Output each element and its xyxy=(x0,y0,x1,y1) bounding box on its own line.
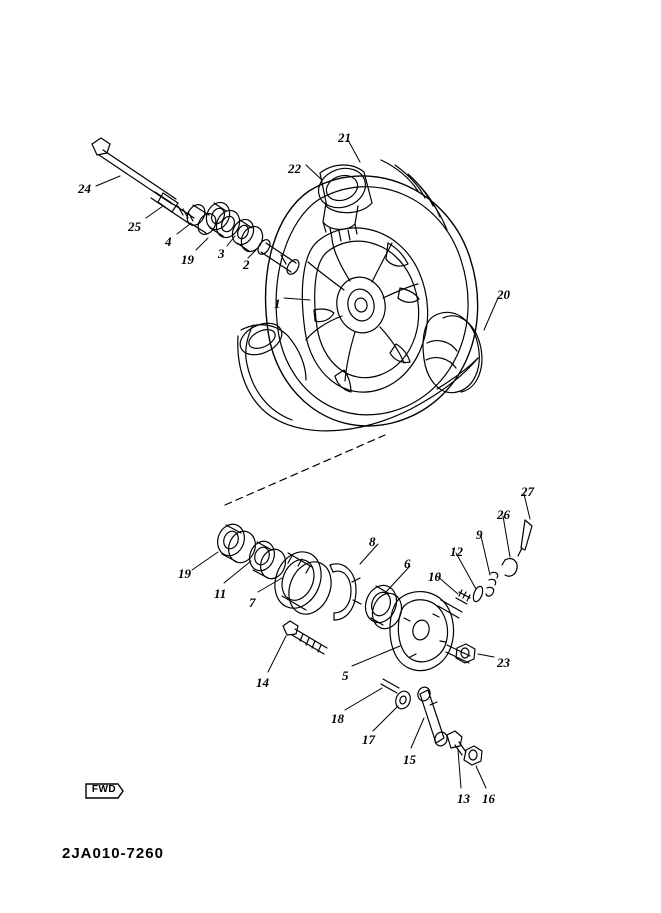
callout-7: 7 xyxy=(249,595,256,610)
callout-12: 12 xyxy=(450,544,463,559)
callout-14: 14 xyxy=(256,675,269,690)
projection-line xyxy=(225,435,385,505)
callout-15: 15 xyxy=(403,752,416,767)
part-number-code: 2JA010-7260 xyxy=(62,845,164,862)
callout-9: 9 xyxy=(476,527,483,542)
axle-24 xyxy=(92,138,178,212)
callout-16: 16 xyxy=(482,791,495,806)
callout-6: 6 xyxy=(404,556,411,571)
callout-17: 17 xyxy=(362,732,375,747)
pin-27 xyxy=(518,520,532,556)
bearing-19-lower xyxy=(213,521,259,567)
spring-9 xyxy=(486,572,498,596)
callout-22: 22 xyxy=(288,161,301,176)
tube-part-20 xyxy=(423,312,482,392)
callout-4: 4 xyxy=(165,234,172,249)
bolt-13 xyxy=(447,731,466,755)
oil-seal-6 xyxy=(360,581,406,633)
callout-5: 5 xyxy=(342,668,349,683)
callout-20: 20 xyxy=(497,287,510,302)
callout-10: 10 xyxy=(428,569,441,584)
brake-drum-cover xyxy=(313,162,372,241)
callout-19a: 19 xyxy=(181,252,194,267)
callout-11: 11 xyxy=(214,586,227,601)
callout-26: 26 xyxy=(497,507,510,522)
callout-18: 18 xyxy=(331,711,344,726)
brake-drum-7 xyxy=(267,545,339,621)
callout-2: 2 xyxy=(243,257,250,272)
clip-26 xyxy=(502,559,517,577)
cam-spring-10 xyxy=(456,590,470,604)
callout-25: 25 xyxy=(128,219,141,234)
nut-16 xyxy=(464,746,482,765)
callout-8: 8 xyxy=(369,534,376,549)
spacer-4 xyxy=(184,201,220,237)
leader-lines xyxy=(96,140,530,788)
callout-13: 13 xyxy=(457,791,470,806)
callout-21: 21 xyxy=(338,130,351,145)
fwd-label: FWD xyxy=(91,784,117,795)
brake-shoe-8 xyxy=(330,564,361,620)
callout-27: 27 xyxy=(521,484,534,499)
callout-19b: 19 xyxy=(178,566,191,581)
washer-18 xyxy=(381,679,399,693)
callout-1: 1 xyxy=(274,296,281,311)
callout-24: 24 xyxy=(78,181,91,196)
callout-23: 23 xyxy=(497,655,510,670)
wheel-rim xyxy=(302,228,427,392)
washer-12 xyxy=(472,585,485,603)
seal-11 xyxy=(246,538,290,582)
bolt-14 xyxy=(283,621,327,654)
callout-3: 3 xyxy=(218,246,225,261)
brake-arm-15 xyxy=(416,685,449,747)
fwd-badge xyxy=(84,780,124,802)
